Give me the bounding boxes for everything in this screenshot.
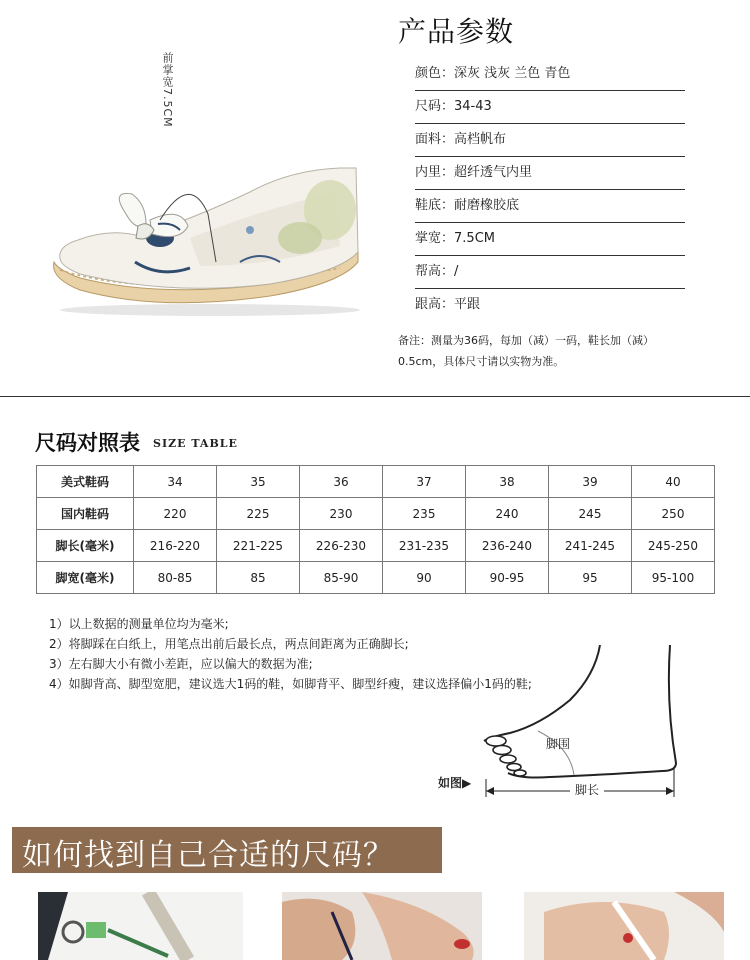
table-cell: 231-235 xyxy=(383,530,466,562)
size-table xyxy=(36,465,715,594)
foot-measurement-figure xyxy=(430,645,730,805)
table-row xyxy=(37,466,715,498)
param-label: 颜色： xyxy=(415,66,455,81)
param-row-fabric xyxy=(415,124,685,157)
table-cell: 85 xyxy=(217,562,300,594)
param-value: 7.5CM xyxy=(454,231,495,246)
param-label: 帮高： xyxy=(415,264,455,279)
table-cell: 226-230 xyxy=(300,530,383,562)
table-cell: 35 xyxy=(217,466,300,498)
param-value: 34-43 xyxy=(454,99,492,114)
foot-width-photo xyxy=(524,892,724,960)
table-cell: 235 xyxy=(383,498,466,530)
table-row xyxy=(37,498,715,530)
param-label: 内里： xyxy=(415,165,455,180)
table-cell: 216-220 xyxy=(134,530,217,562)
table-cell: 225 xyxy=(217,498,300,530)
table-cell: 85-90 xyxy=(300,562,383,594)
table-cell: 36 xyxy=(300,466,383,498)
table-cell: 245 xyxy=(549,498,632,530)
row-header: 脚宽(毫米) xyxy=(37,562,134,594)
row-header: 国内鞋码 xyxy=(37,498,134,530)
table-row xyxy=(37,562,715,594)
param-label: 面料： xyxy=(415,132,455,147)
size-table-title-en: SIZE TABLE xyxy=(153,437,238,450)
row-header: 脚长(毫米) xyxy=(37,530,134,562)
instruction-line: 2）将脚踩在白纸上，用笔点出前后最长点，两点间距离为正确脚长; xyxy=(49,637,409,651)
table-cell: 90-95 xyxy=(466,562,549,594)
param-row-size xyxy=(415,91,685,124)
params-title: 产品参数 xyxy=(398,15,515,48)
table-cell: 221-225 xyxy=(217,530,300,562)
instruction-line: 4）如脚背高、脚型宽肥，建议选大1码的鞋，如脚背平、脚型纤瘦，建议选择偏小1码的鞋; xyxy=(49,677,532,691)
table-cell: 95-100 xyxy=(632,562,715,594)
row-header: 美式鞋码 xyxy=(37,466,134,498)
param-label: 掌宽： xyxy=(415,231,455,246)
param-value: / xyxy=(454,264,459,279)
param-row-color xyxy=(415,58,685,91)
table-cell: 80-85 xyxy=(134,562,217,594)
params-note-line: 备注：测量为36码，每加（减）一码，鞋长加（减） xyxy=(398,334,654,347)
param-value: 超纤透气内里 xyxy=(454,165,533,180)
table-cell: 34 xyxy=(134,466,217,498)
measuring-tools-photo xyxy=(38,892,243,960)
foot-girth-label: 脚围 xyxy=(546,737,571,751)
shoe-product-image xyxy=(40,150,370,325)
table-cell: 90 xyxy=(383,562,466,594)
as-shown-label: 如图▶ xyxy=(438,776,472,790)
param-label: 跟高： xyxy=(415,297,455,312)
param-row-lining xyxy=(415,157,685,190)
table-cell: 236-240 xyxy=(466,530,549,562)
params-note xyxy=(398,330,698,372)
param-label: 尺码： xyxy=(415,99,455,114)
instruction-line: 3）左右脚大小有微小差距，应以偏大的数据为准; xyxy=(49,657,313,671)
foot-measuring-photo xyxy=(282,892,482,960)
param-value: 平跟 xyxy=(454,297,481,312)
param-value: 耐磨橡胶底 xyxy=(454,198,520,213)
param-label: 鞋底： xyxy=(415,198,455,213)
table-cell: 241-245 xyxy=(549,530,632,562)
size-table-title: 尺码对照表 xyxy=(35,430,140,455)
table-cell: 95 xyxy=(549,562,632,594)
param-row-sole xyxy=(415,190,685,223)
table-cell: 240 xyxy=(466,498,549,530)
table-cell: 220 xyxy=(134,498,217,530)
table-cell: 40 xyxy=(632,466,715,498)
table-cell: 250 xyxy=(632,498,715,530)
param-row-heel-height xyxy=(415,289,685,321)
table-cell: 37 xyxy=(383,466,466,498)
table-row xyxy=(37,530,715,562)
param-value: 深灰 浅灰 兰色 青色 xyxy=(454,66,571,81)
section-divider xyxy=(0,396,750,397)
banner-title: 如何找到自己合适的尺码？ xyxy=(22,838,394,873)
table-cell: 39 xyxy=(549,466,632,498)
foot-length-label: 脚长 xyxy=(575,783,600,797)
forefoot-width-label: 前掌宽7.5CM xyxy=(161,52,174,128)
param-row-upper-height xyxy=(415,256,685,289)
table-cell: 245-250 xyxy=(632,530,715,562)
params-note-line: 0.5cm，具体尺寸请以实物为准。 xyxy=(398,355,565,368)
table-cell: 230 xyxy=(300,498,383,530)
instruction-line: 1）以上数据的测量单位均为毫米; xyxy=(49,617,229,631)
param-value: 高档帆布 xyxy=(454,132,507,147)
param-row-width xyxy=(415,223,685,256)
table-cell: 38 xyxy=(466,466,549,498)
